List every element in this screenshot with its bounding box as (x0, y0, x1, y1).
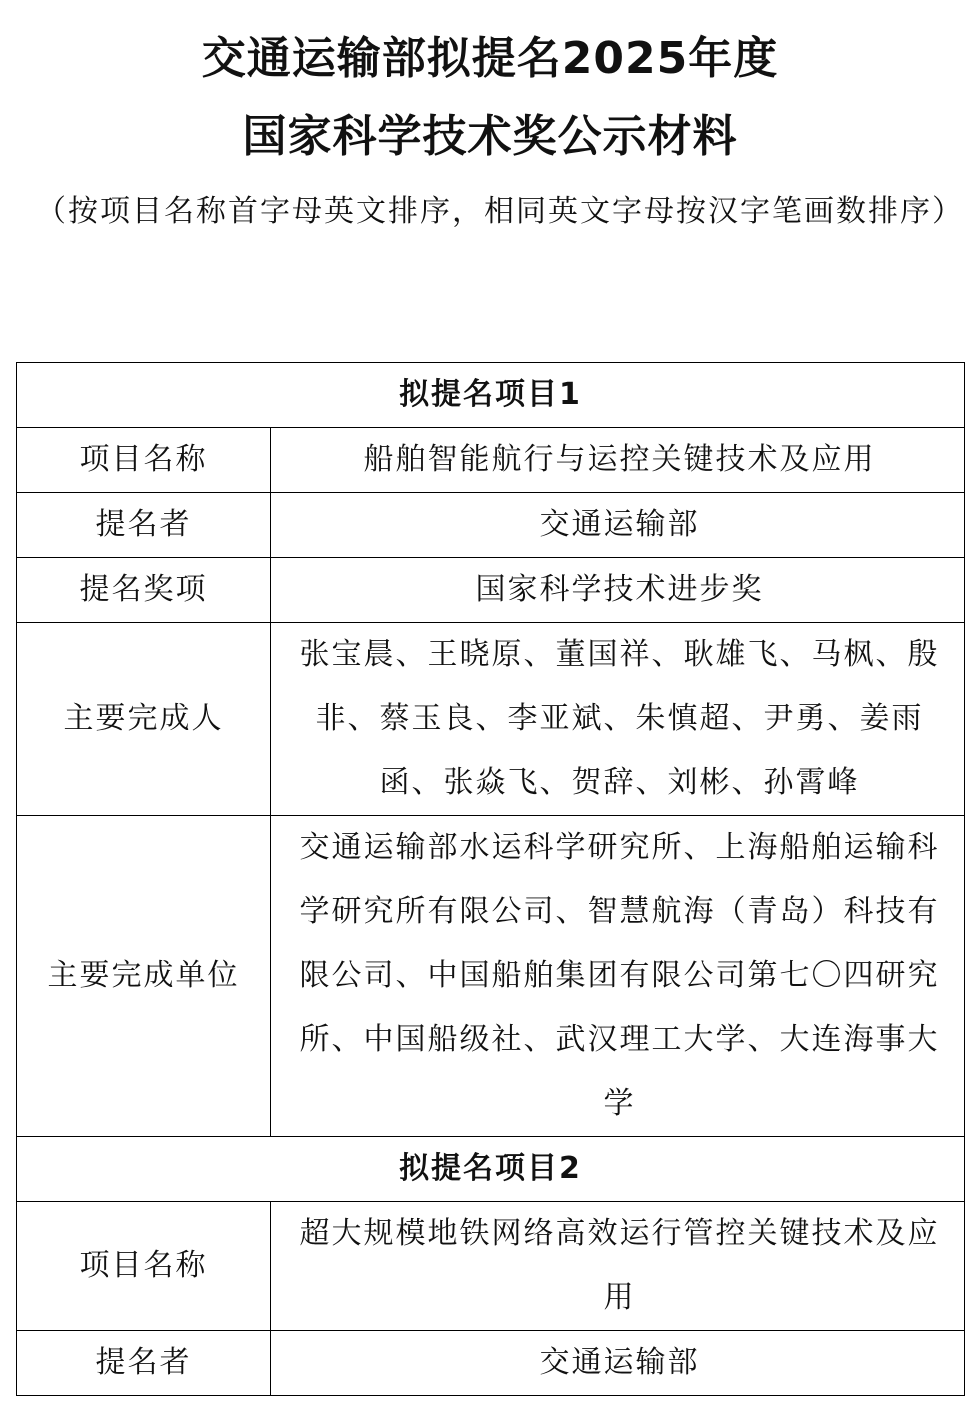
table-row (17, 816, 965, 1137)
project-2-header: 拟提名项目2 (17, 1137, 965, 1202)
table-row (17, 1202, 965, 1331)
project-2-name-value: 超大规模地铁网络高效运行管控关键技术及应用 (271, 1202, 965, 1331)
project-1-nominator-value: 交通运输部 (271, 493, 965, 558)
document-title-line-2: 国家科学技术奖公示材料 (242, 111, 738, 162)
project-1-people-label: 主要完成人 (17, 623, 271, 816)
table-row (17, 428, 965, 493)
project-1-units-value: 交通运输部水运科学研究所、上海船舶运输科学研究所有限公司、智慧航海（青岛）科技有限公司、中国船舶集团有限公司第七〇四研究所、中国船级社、武汉理工大学、大连海事大学 (271, 816, 965, 1137)
table-row (17, 558, 965, 623)
project-1-nominator-label: 提名者 (17, 493, 271, 558)
project-1-header: 拟提名项目1 (17, 363, 965, 428)
document-subtitle: （按项目名称首字母英文排序，相同英文字母按汉字笔画数排序） (36, 194, 964, 229)
table-row (17, 1137, 965, 1202)
project-1-award-value: 国家科学技术进步奖 (271, 558, 965, 623)
project-1-units-label: 主要完成单位 (17, 816, 271, 1137)
table-row (17, 363, 965, 428)
project-2-nominator-label: 提名者 (17, 1331, 271, 1396)
document-title-line-1: 交通运输部拟提名2025年度 (201, 33, 779, 84)
table-row (17, 1331, 965, 1396)
table-row (17, 623, 965, 816)
project-2-name-label: 项目名称 (17, 1202, 271, 1331)
project-1-name-label: 项目名称 (17, 428, 271, 493)
nomination-table (16, 362, 965, 1396)
project-1-people-value: 张宝晨、王晓原、董国祥、耿雄飞、马枫、殷非、蔡玉良、李亚斌、朱慎超、尹勇、姜雨函、张焱飞、贺辞、刘彬、孙霄峰 (271, 623, 965, 816)
project-2-nominator-value: 交通运输部 (271, 1331, 965, 1396)
table-row (17, 493, 965, 558)
project-1-award-label: 提名奖项 (17, 558, 271, 623)
project-1-name-value: 船舶智能航行与运控关键技术及应用 (271, 428, 965, 493)
